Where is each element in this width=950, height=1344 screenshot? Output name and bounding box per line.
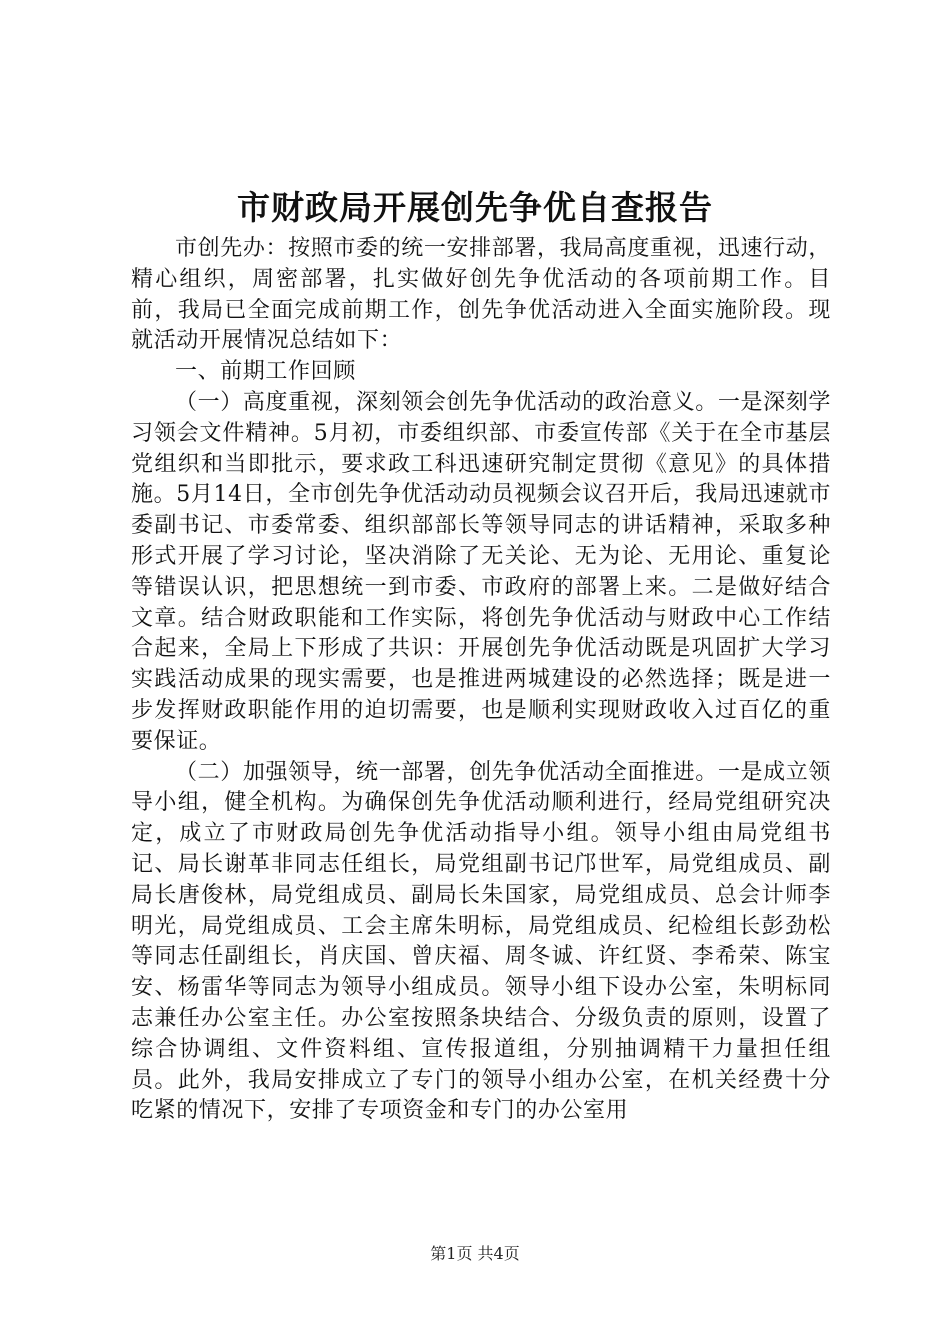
document-body — [131, 234, 831, 1127]
subsection-paragraph-2: （二）加强领导，统一部署，创先争优活动全面推进。一是成立领导小组，健全机构。为确保创先争优活动顺利进行，经局党组研究决定，成立了市财政局创先争优活动指导小组。领导小组由局党组书记、局长谢革非同志任组长，局党组副书记邝世军，局党组成员、副局长唐俊林，局党组成员、副局长朱国家，局党组成员、总会计师李明光，局党组成员、工会主席朱明标，局党组成员、纪检组长彭劲松等同志任副组长，肖庆国、曾庆福、周冬诚、许红贤、李希荣、陈宝安、杨雷华等同志为领导小组成员。领导小组下设办公室，朱明标同志兼任办公室主任。办公室按照条块结合、分级负责的原则，设置了综合协调组、文件资料组、宣传报道组，分别抽调精干力量担任组员。此外，我局安排成立了专门的领导小组办公室，在机关经费十分吃紧的情况下，安排了专项资金和专门的办公室用 — [131, 759, 831, 1124]
subsection-paragraph-1: （一）高度重视，深刻领会创先争优活动的政治意义。一是深刻学习领会文件精神。5月初，市委组织部、市委宣传部《关于在全市基层党组织和当即批示，要求政工科迅速研究制定贯彻《意见》的具体措施。5月14日，全市创先争优活动动员视频会议召开后，我局迅速就市委副书记、市委常委、组织部部长等领导同志的讲话精神，采取多种形式开展了学习讨论，坚决消除了无关论、无为论、无用论、重复论等错误认识，把思想统一到市委、市政府的部署上来。二是做好结合文章。结合财政职能和工作实际，将创先争优活动与财政中心工作结合起来，全局上下形成了共识：开展创先争优活动既是巩固扩大学习实践活动成果的现实需要，也是推进两城建设的必然选择；既是进一步发挥财政职能作用的迫切需要，也是顺利实现财政收入过百亿的重要保证。 — [131, 389, 831, 754]
section-heading: 一、前期工作回顾 — [175, 359, 356, 385]
intro-paragraph: 市创先办：按照市委的统一安排部署，我局高度重视，迅速行动，精心组织，周密部署，扎实做好创先争优活动的各项前期工作。目前，我局已全面完成前期工作，创先争优活动进入全面实施阶段。现就活动开展情况总结如下： — [131, 236, 831, 354]
page-footer: 第1页 共4页 — [430, 1244, 520, 1263]
document-title: 市财政局开展创先争优自查报告 — [237, 188, 713, 227]
